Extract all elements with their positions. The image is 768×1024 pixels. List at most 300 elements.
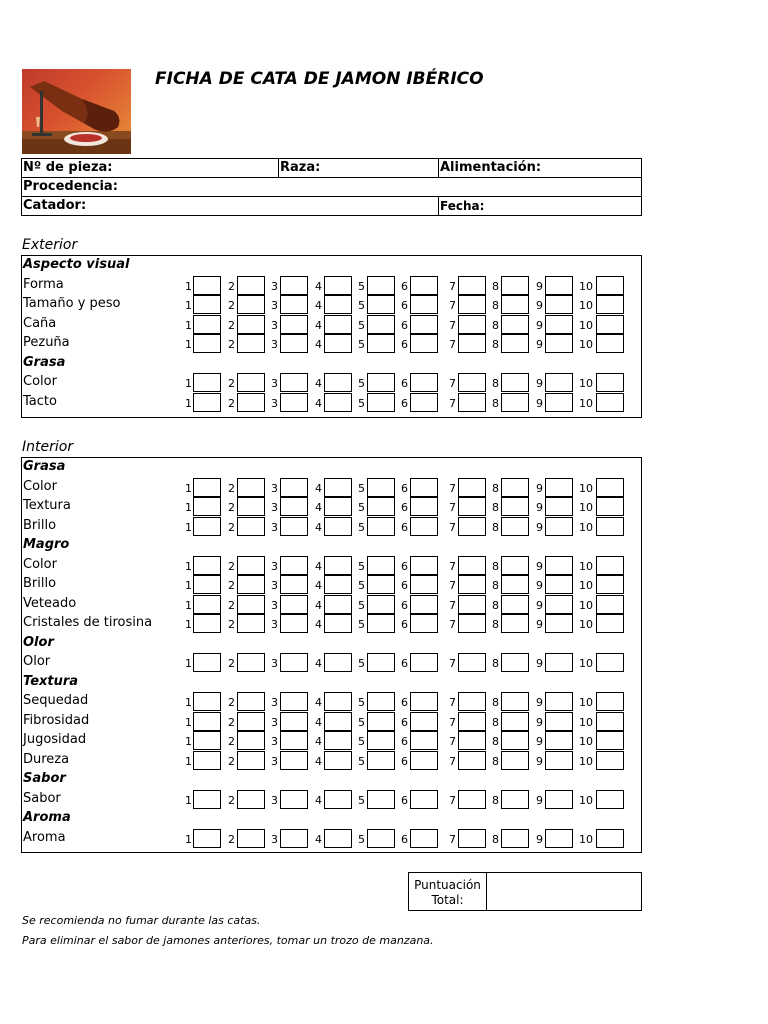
score-checkbox[interactable] [280, 373, 308, 392]
score-checkbox[interactable] [410, 393, 438, 412]
scale-number: 10 [579, 579, 593, 592]
scale-number: 6 [401, 396, 408, 410]
score-checkbox[interactable] [324, 315, 352, 334]
score-checkbox[interactable] [458, 393, 486, 412]
scale-number: 6 [401, 559, 408, 573]
score-checkbox[interactable] [596, 829, 624, 848]
scale-number: 8 [492, 598, 499, 612]
score-checkbox[interactable] [237, 790, 265, 809]
score-checkbox[interactable] [367, 790, 395, 809]
score-checkbox[interactable] [596, 276, 624, 295]
score-checkbox[interactable] [237, 393, 265, 412]
score-checkbox[interactable] [193, 334, 221, 353]
scale-number: 5 [358, 520, 365, 534]
score-checkbox[interactable] [367, 575, 395, 594]
score-checkbox[interactable] [237, 295, 265, 314]
score-checkbox[interactable] [501, 692, 529, 711]
scale-number: 2 [228, 657, 235, 670]
score-checkbox[interactable] [193, 790, 221, 809]
scale-number: 9 [536, 501, 543, 514]
score-checkbox[interactable] [193, 692, 221, 711]
score-checkbox[interactable] [501, 334, 529, 353]
scale-number: 1 [185, 696, 192, 709]
score-checkbox[interactable] [596, 751, 624, 770]
score-checkbox[interactable] [193, 276, 221, 295]
score-checkbox[interactable] [596, 653, 624, 672]
score-checkbox[interactable] [545, 653, 573, 672]
scale-number: 10 [579, 501, 593, 514]
score-checkbox[interactable] [458, 295, 486, 314]
score-checkbox[interactable] [324, 575, 352, 594]
score-checkbox[interactable] [324, 653, 352, 672]
scale-number: 4 [315, 579, 322, 592]
score-checkbox[interactable] [324, 334, 352, 353]
score-checkbox[interactable] [193, 315, 221, 334]
scale-number: 10 [579, 338, 593, 351]
scale-number: 8 [492, 279, 499, 293]
scale-number: 2 [228, 299, 235, 312]
score-checkbox[interactable] [501, 556, 529, 575]
score-checkbox[interactable] [324, 731, 352, 750]
scale-number: 8 [492, 754, 499, 768]
score-checkbox[interactable] [237, 276, 265, 295]
scale-number: 6 [401, 279, 408, 293]
score-checkbox[interactable] [280, 497, 308, 516]
group-header [22, 673, 641, 693]
score-checkbox[interactable] [501, 393, 529, 412]
scale-number: 9 [536, 520, 543, 534]
scale-number: 6 [401, 696, 408, 709]
score-checkbox[interactable] [458, 712, 486, 731]
score-checkbox[interactable] [237, 556, 265, 575]
score-checkbox[interactable] [193, 751, 221, 770]
score-checkbox[interactable] [280, 556, 308, 575]
scale-number: 9 [536, 338, 543, 351]
exterior-grid [21, 255, 642, 418]
score-checkbox[interactable] [545, 295, 573, 314]
score-checkbox[interactable] [410, 373, 438, 392]
score-checkbox[interactable] [367, 595, 395, 614]
score-checkbox[interactable] [545, 373, 573, 392]
score-checkbox[interactable] [545, 692, 573, 711]
score-checkbox[interactable] [501, 478, 529, 497]
score-checkbox[interactable] [458, 692, 486, 711]
score-checkbox[interactable] [237, 653, 265, 672]
raza-field[interactable]: Raza: [280, 160, 321, 175]
score-checkbox[interactable] [237, 614, 265, 633]
score-checkbox[interactable] [545, 712, 573, 731]
score-checkbox[interactable] [596, 517, 624, 536]
scale-number: 3 [271, 501, 278, 514]
score-checkbox[interactable] [545, 751, 573, 770]
row-label: Brillo [23, 576, 57, 591]
score-checkbox[interactable] [324, 276, 352, 295]
info-row-1 [22, 159, 641, 178]
scale-number: 10 [579, 559, 593, 573]
score-checkbox[interactable] [367, 276, 395, 295]
score-checkbox[interactable] [367, 829, 395, 848]
scale-number: 5 [358, 559, 365, 573]
score-checkbox[interactable] [458, 478, 486, 497]
score-checkbox[interactable] [324, 614, 352, 633]
scale-number: 1 [185, 318, 192, 332]
score-checkbox[interactable] [367, 653, 395, 672]
row-label: Jugosidad [23, 732, 87, 747]
score-checkbox[interactable] [596, 478, 624, 497]
score-checkbox[interactable] [324, 751, 352, 770]
score-checkbox[interactable] [410, 731, 438, 750]
scale-number: 10 [579, 618, 593, 631]
scale-number: 9 [536, 579, 543, 592]
scale-number: 1 [185, 793, 192, 807]
score-checkbox[interactable] [367, 315, 395, 334]
scale-number: 5 [358, 598, 365, 612]
score-checkbox[interactable] [367, 334, 395, 353]
score-checkbox[interactable] [410, 712, 438, 731]
score-checkbox[interactable] [545, 497, 573, 516]
scale-number: 8 [492, 657, 499, 670]
scale-number: 2 [228, 735, 235, 748]
score-checkbox[interactable] [237, 334, 265, 353]
score-checkbox[interactable] [193, 653, 221, 672]
scale-number: 2 [228, 715, 235, 729]
interior-title: Interior [22, 439, 74, 455]
scale-number: 6 [401, 657, 408, 670]
scale-number: 7 [449, 299, 456, 312]
score-checkbox[interactable] [367, 295, 395, 314]
score-checkbox[interactable] [545, 790, 573, 809]
score-checkbox[interactable] [545, 731, 573, 750]
score-checkbox[interactable] [193, 497, 221, 516]
score-checkbox[interactable] [545, 614, 573, 633]
score-checkbox[interactable] [324, 517, 352, 536]
score-checkbox[interactable] [280, 575, 308, 594]
scale-number: 10 [579, 735, 593, 748]
score-checkbox[interactable] [237, 575, 265, 594]
score-checkbox[interactable] [193, 595, 221, 614]
score-checkbox[interactable] [280, 731, 308, 750]
scale-number: 3 [271, 754, 278, 768]
total-score-input[interactable] [487, 873, 641, 910]
scale-number: 1 [185, 754, 192, 768]
pieza-field[interactable]: Nº de pieza: [23, 160, 113, 175]
group-header [22, 770, 641, 790]
score-checkbox[interactable] [280, 614, 308, 633]
score-checkbox[interactable] [458, 829, 486, 848]
scale-number: 2 [228, 832, 235, 846]
scale-number: 1 [185, 520, 192, 534]
score-checkbox[interactable] [410, 595, 438, 614]
score-checkbox[interactable] [193, 373, 221, 392]
score-checkbox[interactable] [280, 315, 308, 334]
divider [438, 197, 439, 215]
score-checkbox[interactable] [458, 614, 486, 633]
score-checkbox[interactable] [324, 295, 352, 314]
score-checkbox[interactable] [545, 556, 573, 575]
group-header [22, 354, 641, 374]
score-checkbox[interactable] [596, 334, 624, 353]
score-checkbox[interactable] [324, 595, 352, 614]
scale-number: 3 [271, 579, 278, 592]
score-checkbox[interactable] [596, 393, 624, 412]
score-checkbox[interactable] [410, 829, 438, 848]
score-checkbox[interactable] [410, 790, 438, 809]
score-checkbox[interactable] [545, 334, 573, 353]
score-checkbox[interactable] [458, 373, 486, 392]
score-checkbox[interactable] [545, 393, 573, 412]
rating-row [22, 751, 641, 771]
scale-number: 2 [228, 696, 235, 709]
score-checkbox[interactable] [410, 692, 438, 711]
score-checkbox[interactable] [596, 315, 624, 334]
score-checkbox[interactable] [193, 517, 221, 536]
score-checkbox[interactable] [367, 614, 395, 633]
score-checkbox[interactable] [596, 731, 624, 750]
score-checkbox[interactable] [410, 653, 438, 672]
score-checkbox[interactable] [367, 556, 395, 575]
fecha-field[interactable]: Fecha: [440, 199, 485, 213]
score-checkbox[interactable] [501, 575, 529, 594]
scale-number: 7 [449, 754, 456, 768]
score-checkbox[interactable] [596, 497, 624, 516]
score-checkbox[interactable] [596, 373, 624, 392]
score-checkbox[interactable] [280, 295, 308, 314]
score-checkbox[interactable] [545, 829, 573, 848]
group-label: Magro [23, 537, 70, 552]
score-checkbox[interactable] [280, 478, 308, 497]
score-checkbox[interactable] [280, 517, 308, 536]
score-checkbox[interactable] [367, 751, 395, 770]
score-checkbox[interactable] [458, 751, 486, 770]
score-checkbox[interactable] [193, 731, 221, 750]
procedencia-field[interactable]: Procedencia: [23, 179, 118, 194]
score-checkbox[interactable] [501, 595, 529, 614]
rating-row [22, 614, 641, 634]
score-checkbox[interactable] [367, 497, 395, 516]
scale-number: 2 [228, 318, 235, 332]
score-checkbox[interactable] [367, 478, 395, 497]
score-checkbox[interactable] [458, 315, 486, 334]
scale-number: 6 [401, 598, 408, 612]
catador-field[interactable]: Catador: [23, 198, 87, 213]
scale-number: 1 [185, 299, 192, 312]
row-label: Sequedad [23, 693, 89, 708]
score-checkbox[interactable] [596, 556, 624, 575]
score-checkbox[interactable] [501, 790, 529, 809]
scale-number: 3 [271, 279, 278, 293]
score-checkbox[interactable] [237, 712, 265, 731]
score-checkbox[interactable] [410, 614, 438, 633]
score-checkbox[interactable] [596, 575, 624, 594]
row-label: Fibrosidad [23, 712, 90, 728]
scale-number: 8 [492, 735, 499, 748]
score-checkbox[interactable] [501, 614, 529, 633]
score-checkbox[interactable] [596, 692, 624, 711]
score-checkbox[interactable] [458, 575, 486, 594]
score-checkbox[interactable] [324, 478, 352, 497]
scale-number: 9 [536, 793, 543, 807]
scale-number: 2 [228, 598, 235, 612]
page-title: FICHA DE CATA DE JAMON IBÉRICO [155, 69, 484, 89]
scale-number: 3 [271, 396, 278, 410]
score-checkbox[interactable] [410, 517, 438, 536]
score-checkbox[interactable] [237, 497, 265, 516]
score-checkbox[interactable] [410, 334, 438, 353]
score-checkbox[interactable] [501, 829, 529, 848]
scale-number: 2 [228, 793, 235, 807]
rating-row [22, 315, 641, 335]
score-checkbox[interactable] [458, 276, 486, 295]
score-checkbox[interactable] [410, 556, 438, 575]
scale-number: 6 [401, 618, 408, 631]
score-checkbox[interactable] [458, 556, 486, 575]
scale-number: 7 [449, 618, 456, 631]
score-checkbox[interactable] [237, 751, 265, 770]
score-checkbox[interactable] [280, 692, 308, 711]
scale-number: 3 [271, 520, 278, 534]
score-checkbox[interactable] [596, 595, 624, 614]
score-checkbox[interactable] [596, 614, 624, 633]
score-checkbox[interactable] [545, 478, 573, 497]
score-checkbox[interactable] [193, 829, 221, 848]
score-checkbox[interactable] [193, 393, 221, 412]
score-checkbox[interactable] [545, 575, 573, 594]
score-checkbox[interactable] [367, 373, 395, 392]
score-checkbox[interactable] [501, 295, 529, 314]
group-header [22, 256, 641, 276]
score-checkbox[interactable] [237, 731, 265, 750]
score-checkbox[interactable] [410, 276, 438, 295]
score-checkbox[interactable] [367, 393, 395, 412]
score-checkbox[interactable] [280, 790, 308, 809]
scale-number: 5 [358, 715, 365, 729]
score-checkbox[interactable] [193, 614, 221, 633]
score-checkbox[interactable] [367, 712, 395, 731]
group-header [22, 458, 641, 478]
score-checkbox[interactable] [501, 276, 529, 295]
scale-number: 5 [358, 832, 365, 846]
score-checkbox[interactable] [280, 829, 308, 848]
score-checkbox[interactable] [367, 517, 395, 536]
scale-number: 6 [401, 793, 408, 807]
scale-number: 2 [228, 520, 235, 534]
scale-number: 4 [315, 481, 322, 495]
score-checkbox[interactable] [501, 712, 529, 731]
scale-number: 10 [579, 299, 593, 312]
score-checkbox[interactable] [458, 497, 486, 516]
score-checkbox[interactable] [237, 373, 265, 392]
score-checkbox[interactable] [324, 497, 352, 516]
score-checkbox[interactable] [501, 731, 529, 750]
scale-number: 3 [271, 657, 278, 670]
score-checkbox[interactable] [501, 653, 529, 672]
score-checkbox[interactable] [410, 751, 438, 770]
score-checkbox[interactable] [324, 790, 352, 809]
score-checkbox[interactable] [501, 373, 529, 392]
score-checkbox[interactable] [324, 393, 352, 412]
score-checkbox[interactable] [596, 790, 624, 809]
scale-number: 7 [449, 696, 456, 709]
scale-number: 7 [449, 715, 456, 729]
score-checkbox[interactable] [280, 393, 308, 412]
score-checkbox[interactable] [193, 295, 221, 314]
score-checkbox[interactable] [193, 478, 221, 497]
score-checkbox[interactable] [458, 595, 486, 614]
scale-number: 1 [185, 481, 192, 495]
scale-number: 3 [271, 715, 278, 729]
score-checkbox[interactable] [237, 595, 265, 614]
score-checkbox[interactable] [237, 829, 265, 848]
score-checkbox[interactable] [545, 315, 573, 334]
score-checkbox[interactable] [501, 517, 529, 536]
score-checkbox[interactable] [193, 575, 221, 594]
total-label: Puntuación Total: [414, 878, 481, 907]
scale-number: 7 [449, 501, 456, 514]
score-checkbox[interactable] [458, 517, 486, 536]
score-checkbox[interactable] [410, 315, 438, 334]
score-checkbox[interactable] [410, 295, 438, 314]
scale-number: 3 [271, 559, 278, 573]
score-checkbox[interactable] [280, 276, 308, 295]
rating-row [22, 334, 641, 354]
score-checkbox[interactable] [193, 712, 221, 731]
score-checkbox[interactable] [324, 692, 352, 711]
score-checkbox[interactable] [280, 595, 308, 614]
score-checkbox[interactable] [410, 497, 438, 516]
score-checkbox[interactable] [193, 556, 221, 575]
score-checkbox[interactable] [237, 692, 265, 711]
score-checkbox[interactable] [458, 790, 486, 809]
rating-row [22, 497, 641, 517]
score-checkbox[interactable] [410, 575, 438, 594]
scale-number: 4 [315, 299, 322, 312]
score-checkbox[interactable] [280, 751, 308, 770]
score-checkbox[interactable] [458, 653, 486, 672]
score-checkbox[interactable] [501, 315, 529, 334]
scale-number: 4 [315, 754, 322, 768]
scale-number: 9 [536, 618, 543, 631]
alimentacion-field[interactable]: Alimentación: [440, 160, 542, 175]
score-checkbox[interactable] [237, 478, 265, 497]
scale-number: 3 [271, 832, 278, 846]
score-checkbox[interactable] [545, 517, 573, 536]
score-checkbox[interactable] [458, 731, 486, 750]
score-checkbox[interactable] [237, 315, 265, 334]
score-checkbox[interactable] [596, 712, 624, 731]
scale-number: 2 [228, 338, 235, 351]
scale-number: 1 [185, 579, 192, 592]
score-checkbox[interactable] [280, 712, 308, 731]
score-checkbox[interactable] [501, 751, 529, 770]
score-checkbox[interactable] [324, 829, 352, 848]
scale-number: 4 [315, 318, 322, 332]
score-checkbox[interactable] [367, 692, 395, 711]
score-checkbox[interactable] [324, 556, 352, 575]
score-checkbox[interactable] [237, 517, 265, 536]
score-checkbox[interactable] [324, 373, 352, 392]
score-checkbox[interactable] [458, 334, 486, 353]
score-checkbox[interactable] [367, 731, 395, 750]
score-checkbox[interactable] [545, 276, 573, 295]
score-checkbox[interactable] [280, 653, 308, 672]
score-checkbox[interactable] [324, 712, 352, 731]
scale-number: 4 [315, 520, 322, 534]
score-checkbox[interactable] [410, 478, 438, 497]
score-checkbox[interactable] [596, 295, 624, 314]
score-checkbox[interactable] [280, 334, 308, 353]
score-checkbox[interactable] [545, 595, 573, 614]
score-checkbox[interactable] [501, 497, 529, 516]
